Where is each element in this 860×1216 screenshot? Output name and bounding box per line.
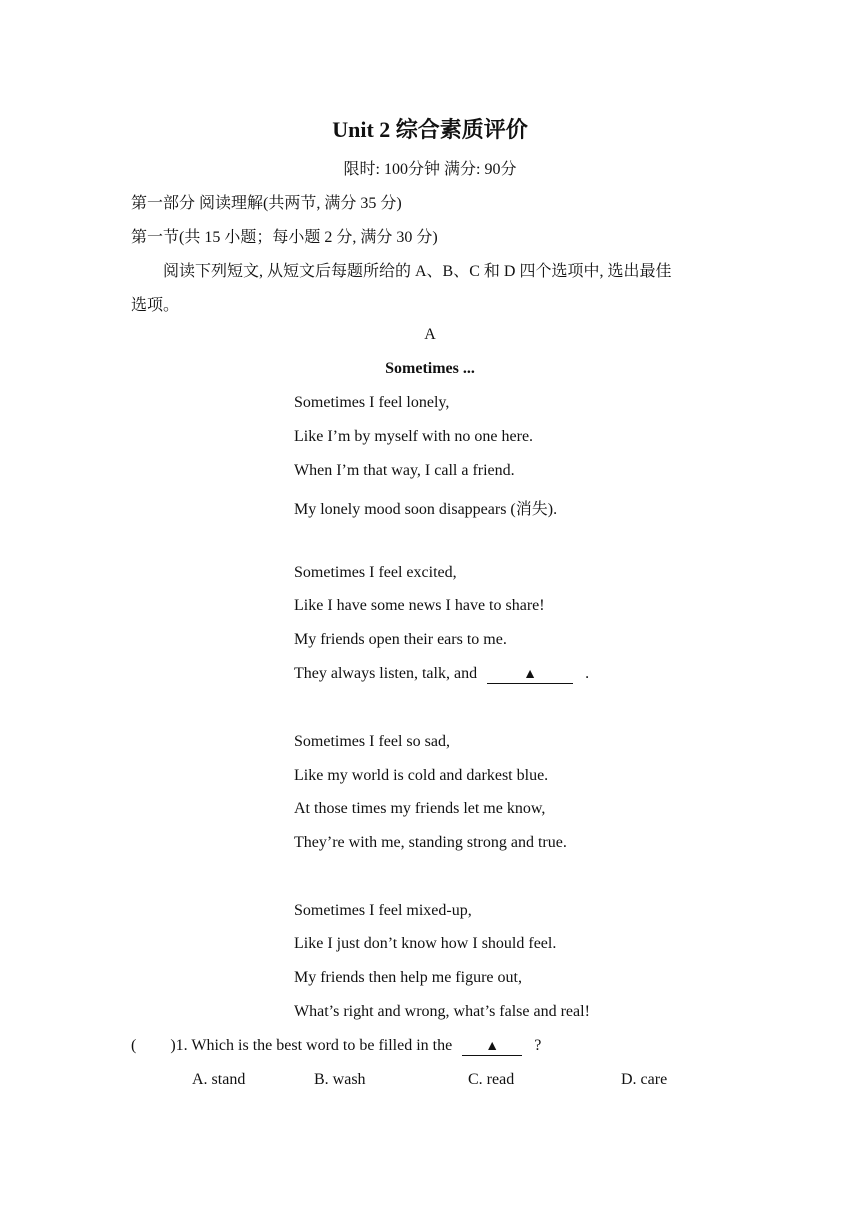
- poem-line: My friends then help me figure out,: [294, 969, 522, 986]
- poem-line: Sometimes I feel mixed-up,: [294, 902, 472, 919]
- poem-line: Sometimes I feel lonely,: [294, 394, 450, 411]
- triangle-icon: ▲: [485, 1039, 500, 1054]
- poem-line: Like I just don’t know how I should feel.: [294, 935, 557, 952]
- option-d[interactable]: D. care: [621, 1071, 668, 1088]
- poem-line: My friends open their ears to me.: [294, 631, 507, 648]
- poem-line: What’s right and wrong, what’s false and real!: [294, 1003, 590, 1020]
- option-a[interactable]: A. stand: [192, 1071, 246, 1088]
- instruction-line-1: 阅读下列短文, 从短文后每题所给的 A、B、C 和 D 四个选项中, 选出最佳: [163, 263, 672, 280]
- section-heading: 第一节(共 15 小题；每小题 2 分, 满分 30 分): [131, 229, 438, 246]
- part-heading: 第一部分 阅读理解(共两节, 满分 35 分): [131, 195, 402, 212]
- poem-line: Sometimes I feel so sad,: [294, 733, 450, 750]
- poem-line: Like my world is cold and darkest blue.: [294, 767, 549, 784]
- question-mark: ?: [534, 1037, 542, 1054]
- answer-paren-close: ): [170, 1037, 176, 1054]
- option-c[interactable]: C. read: [468, 1071, 515, 1088]
- poem-line: At those times my friends let me know,: [294, 800, 546, 817]
- time-score-info: 限时: 100分钟 满分: 90分: [343, 161, 517, 178]
- answer-blank: [487, 667, 573, 684]
- poem-line: They’re with me, standing strong and true.: [294, 834, 567, 851]
- poem-title: Sometimes ...: [385, 360, 475, 377]
- triangle-icon: ▲: [523, 667, 537, 682]
- question-text: 1. Which is the best word to be filled in the: [175, 1037, 453, 1054]
- instruction-line-2: 选项。: [131, 297, 180, 314]
- poem-line: Sometimes I feel excited,: [294, 564, 457, 581]
- poem-line: When I’m that way, I call a friend.: [294, 462, 515, 479]
- question-1: [131, 1037, 541, 1056]
- option-b[interactable]: B. wash: [314, 1071, 366, 1088]
- poem-line: Like I have some news I have to share!: [294, 597, 545, 614]
- page-title: Unit 2 综合素质评价: [332, 117, 528, 142]
- line-end-period: .: [585, 665, 590, 682]
- poem-line: Like I’m by myself with no one here.: [294, 428, 534, 445]
- poem-line-text: They always listen, talk, and: [294, 665, 478, 682]
- poem-line-with-blank: [294, 665, 589, 684]
- passage-letter: A: [424, 326, 436, 343]
- answer-paren-open: (: [131, 1037, 137, 1054]
- answer-blank: [462, 1039, 522, 1056]
- poem-line: My lonely mood soon disappears (消失).: [294, 501, 558, 518]
